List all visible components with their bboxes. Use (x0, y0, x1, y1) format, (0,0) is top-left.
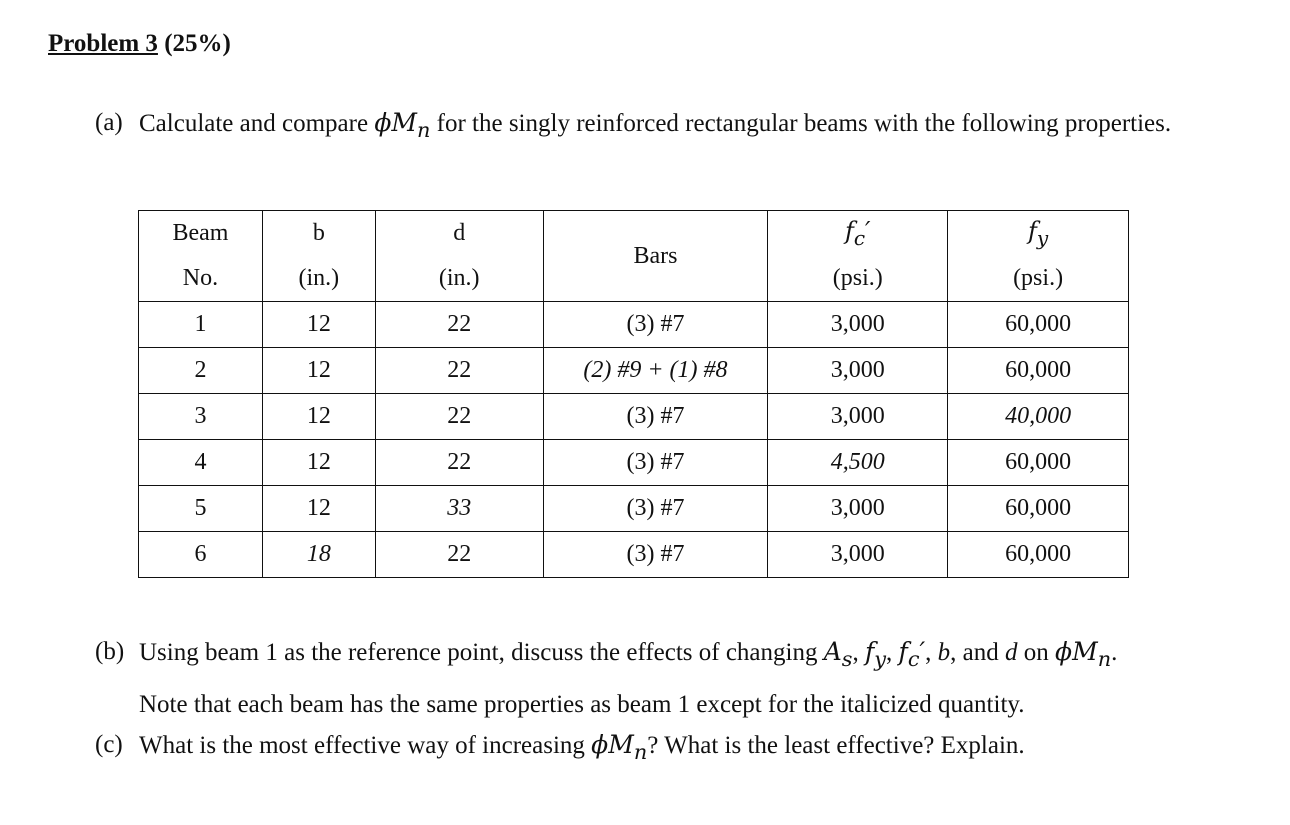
header-b-unit: (in.) (262, 256, 375, 302)
cell-d-italic: 33 (375, 486, 543, 532)
part-b (95, 629, 1220, 728)
phi-symbol: ϕ (374, 108, 392, 137)
cell-fy: 60,000 (948, 440, 1129, 486)
part-c-label: (c) (95, 731, 123, 758)
problem-weight: (25%) (164, 30, 231, 57)
table-row (139, 302, 1129, 348)
cell-fy: 60,000 (948, 348, 1129, 394)
cell-fc: 3,000 (768, 302, 948, 348)
cell-fy-italic: 40,000 (948, 394, 1129, 440)
table-row (139, 348, 1129, 394)
cell-b: 12 (262, 394, 375, 440)
cell-d: 22 (375, 394, 543, 440)
cell-fc: 3,000 (768, 348, 948, 394)
part-b-line-2: Note that each beam has the same properties as beam 1 except for the italicized quantity. (139, 691, 1025, 718)
header-fy-unit: (psi.) (948, 256, 1129, 302)
cell-beam: 5 (139, 486, 263, 532)
cell-bars-italic: (2) #9 + (1) #8 (543, 348, 768, 394)
part-b-label: (b) (95, 638, 125, 665)
cell-d: 22 (375, 348, 543, 394)
part-c (95, 722, 1220, 775)
header-beam-unit: No. (139, 256, 263, 302)
table-row (139, 440, 1129, 486)
problem-heading (48, 30, 231, 58)
cell-fc-italic: 4,500 (768, 440, 948, 486)
header-d-unit: (in.) (375, 256, 543, 302)
table-header-row (139, 211, 1129, 257)
part-a-label: (a) (95, 109, 123, 136)
cell-b-italic: 18 (262, 532, 375, 578)
beam-properties-table (138, 210, 1129, 578)
cell-bars: (3) #7 (543, 440, 768, 486)
cell-bars: (3) #7 (543, 394, 768, 440)
part-b-text (139, 629, 1220, 728)
part-c-text: What is the most effective way of increasing $\phi M_n$? What is the least effective? Explain. (139, 730, 1025, 764)
cell-b: 12 (262, 486, 375, 532)
cell-beam: 4 (139, 440, 263, 486)
cell-bars: (3) #7 (543, 486, 768, 532)
part-a-text: Calculate and compare $\phi M_n$ for the singly reinforced rectangular beams with the following properties. (139, 108, 1172, 142)
header-bars: Bars (543, 211, 768, 302)
header-fc-unit: (psi.) (768, 256, 948, 302)
cell-fy: 60,000 (948, 302, 1129, 348)
part-b-line-1: Using beam 1 as the reference point, discuss the effects of changing $A_s$, $f_y$, $f_c'$, b, and d on $\phi M_n$. (139, 637, 1118, 671)
cell-beam: 3 (139, 394, 263, 440)
table-row (139, 394, 1129, 440)
cell-fc: 3,000 (768, 394, 948, 440)
cell-beam: 6 (139, 532, 263, 578)
cell-fc: 3,000 (768, 532, 948, 578)
cell-fy: 60,000 (948, 486, 1129, 532)
header-fy: $f_y$ (948, 211, 1129, 257)
cell-bars: (3) #7 (543, 302, 768, 348)
problem-number: Problem 3 (48, 30, 158, 57)
table-row (139, 486, 1129, 532)
header-beam: Beam (139, 211, 263, 257)
cell-d: 22 (375, 532, 543, 578)
header-b: b (262, 211, 375, 257)
cell-b: 12 (262, 302, 375, 348)
cell-fy: 60,000 (948, 532, 1129, 578)
cell-b: 12 (262, 440, 375, 486)
table-row (139, 532, 1129, 578)
cell-bars: (3) #7 (543, 532, 768, 578)
part-a (95, 100, 1220, 153)
cell-beam: 1 (139, 302, 263, 348)
header-fc: $f_c'$ (768, 211, 948, 257)
header-d: d (375, 211, 543, 257)
cell-beam: 2 (139, 348, 263, 394)
cell-fc: 3,000 (768, 486, 948, 532)
cell-d: 22 (375, 302, 543, 348)
cell-b: 12 (262, 348, 375, 394)
cell-d: 22 (375, 440, 543, 486)
